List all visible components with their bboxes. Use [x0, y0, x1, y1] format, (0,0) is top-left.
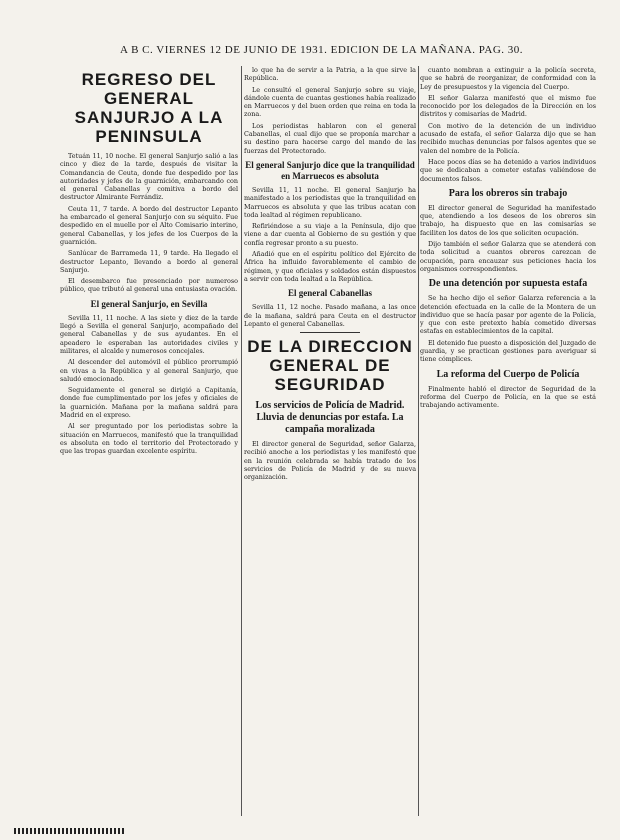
article-paragraph: Hace pocos días se ha detenido a varios individuos que se dedicaban a cometer estafas valiéndose de documentos falsos.	[420, 157, 596, 183]
subheading-sevilla: El general Sanjurjo, en Sevilla	[90, 298, 208, 309]
article-paragraph: El señor Galarza manifestó que el mismo fue reconocido por los delegados de la Dirección en los distritos y comisarías de Madrid.	[420, 93, 596, 119]
article-paragraph: cuanto nombran a extinguir a la policía secreta, que se habrá de reorganizar, de conformidad con la Ley de presupuestos y la vigencia del Cuerpo.	[420, 66, 596, 91]
article-paragraph: Sevilla 11, 11 noche. A las siete y diez de la tarde llegó a Sevilla el general Sanjurjo, acompañado del general Cabanellas y de sus ayudantes. En el apeadero le esperaban las autoridades civiles y militares, el alcalde y numerosos concejales.	[60, 313, 238, 355]
article-paragraph: lo que ha de servir a la Patria, a la que sirve la República.	[244, 66, 416, 83]
column-2	[244, 66, 416, 826]
article-paragraph: El detenido fue puesto a disposición del Juzgado de guardia, y se practican gestiones para averiguar si tiene cómplices.	[420, 338, 596, 364]
article-paragraph: Al descender del automóvil el público prorrumpió en vivas a la República y al general Sanjurjo, que saludó emocionado.	[60, 358, 238, 383]
headline-seguridad: DE LA DIRECCION GENERAL DE SEGURIDAD	[247, 337, 413, 395]
article-paragraph: El desembarco fue presenciado por numeroso público, que tributó al general una entusiasta ovación.	[60, 277, 238, 294]
article-paragraph: Con motivo de la detención de un individuo acusado de estafa, el señor Galarza dijo que se han recibido muchas denuncias por falsos agentes que se valen del nombre de la Policía.	[420, 121, 596, 155]
headline-sanjurjo-return: REGRESO DEL GENERAL SANJURJO A LA PENINSULA	[74, 70, 224, 146]
subheading-reforma-policia: La reforma del Cuerpo de Policía	[436, 368, 580, 380]
article-paragraph: Sanlúcar de Barrameda 11, 9 tarde. Ha llegado el destructor Lepanto, llevando a bordo al general Sanjurjo.	[60, 249, 238, 274]
article-paragraph: El director general de Seguridad ha manifestado que, atendiendo a los deseos de los obreros sin trabajo, ha dispuesto que en las comisarías se faciliten los datos de los que soliciten ocupación.	[420, 203, 596, 237]
article-paragraph: Añadió que en el espíritu político del Ejército de África ha influido favorablemente el cambio de régimen, y que oficiales y soldados están dispuestos a servir con toda lealtad a la República.	[244, 250, 416, 283]
column-divider	[241, 66, 242, 816]
article-paragraph: Los periodistas hablaron con el general Cabanellas, el cual dijo que se proponía marchar a su destino para hacerse cargo del mando de las fuerzas del Protectorado.	[244, 121, 416, 155]
article-paragraph: Sevilla 11, 11 noche. El general Sanjurjo ha manifestado a los periodistas que la tranquilidad en Marruecos es absoluta y que las tribus acatan con toda lealtad al régimen republicano.	[244, 185, 416, 219]
subheading-detencion: De una detención por supuesta estafa	[428, 278, 588, 290]
article-paragraph: Al ser preguntado por los periodistas sobre la situación en Marruecos, manifestó que la tranquilidad es absoluta en todo el territorio del Protectorado y que las tropas guardan excelente espíritu.	[60, 422, 238, 456]
article-paragraph: Sevilla 11, 12 noche. Pasado mañana, a las once de la mañana, saldrá para Ceuta en el destructor Lepanto el general Cabanellas.	[244, 303, 416, 328]
archive-barcode	[14, 828, 124, 834]
article-paragraph: Ceuta 11, 7 tarde. A bordo del destructor Lepanto ha embarcado el general Sanjurjo con su séquito. Fue despedido en el muelle por el Alto Comisario interino, general Cabanellas, y los jefes de los Cuerpos de la guarnición.	[60, 204, 238, 246]
article-paragraph: Finalmente habló el director de Seguridad de la reforma del Cuerpo de Policía, en la que se está trabajando activamente.	[420, 384, 596, 410]
article-paragraph: Se ha hecho dijo el señor Galarza referencia a la detención efectuada en la calle de la Montera de un individuo que se hacía pasar por agente de la Policía, y que con este pretexto había cometido diversas estafas en establecimientos de la capital.	[420, 294, 596, 336]
column-divider	[418, 66, 419, 816]
column-3	[420, 66, 596, 826]
subheading-cabanellas: El general Cabanellas	[287, 288, 372, 299]
article-paragraph: Le consultó el general Sanjurjo sobre su viaje, dándole cuenta de cuantas gestiones había realizado en Marruecos y del buen orden que reina en toda la zona.	[244, 85, 416, 119]
column-1	[60, 66, 238, 826]
article-paragraph: El director general de Seguridad, señor Galarza, recibió anoche a los periodistas y les manifestó que en la reunión celebrada se había tratado de los servicios de Policía de Madrid y de su nueva organización.	[244, 440, 416, 482]
subheading-obreros: Para los obreros sin trabajo	[448, 187, 568, 199]
article-paragraph: Refiriéndose a su viaje a la Península, dijo que viene a dar cuenta al Gobierno de su gestión y que confía regresar pronto a su puesto.	[244, 222, 416, 247]
section-rule	[300, 332, 360, 333]
article-paragraph: Dijo también el señor Galarza que se atenderá con toda solicitud a cuantos obreros carezcan de ocupación, para encauzar sus peticiones hacia los organismos correspondientes.	[420, 240, 596, 273]
article-paragraph: Seguidamente el general se dirigió a Capitanía, donde fue cumplimentado por los jefes y oficiales de la guarnición. Mañana por la mañana saldrá para Madrid en el expreso.	[60, 386, 238, 420]
subheading-marruecos: El general Sanjurjo dice que la tranquilidad en Marruecos es absoluta	[245, 159, 415, 181]
subheading-servicios-policia: Los servicios de Policía de Madrid. Lluvia de denuncias por estafa. La campaña moralizada	[255, 400, 405, 436]
article-paragraph: Tetuán 11, 10 noche. El general Sanjurjo salió a las cinco y diez de la tarde, después de visitar la Comandancia de Ceuta, donde fue despedido por las autoridades y jefes de la guarnición, embarcando con el general Cabanellas y comitiva a bordo del destructor Almirante Ferrándiz.	[60, 152, 238, 202]
masthead-line: A B C. VIERNES 12 DE JUNIO DE 1931. EDICION DE LA MAÑANA. PAG. 30.	[120, 44, 524, 56]
